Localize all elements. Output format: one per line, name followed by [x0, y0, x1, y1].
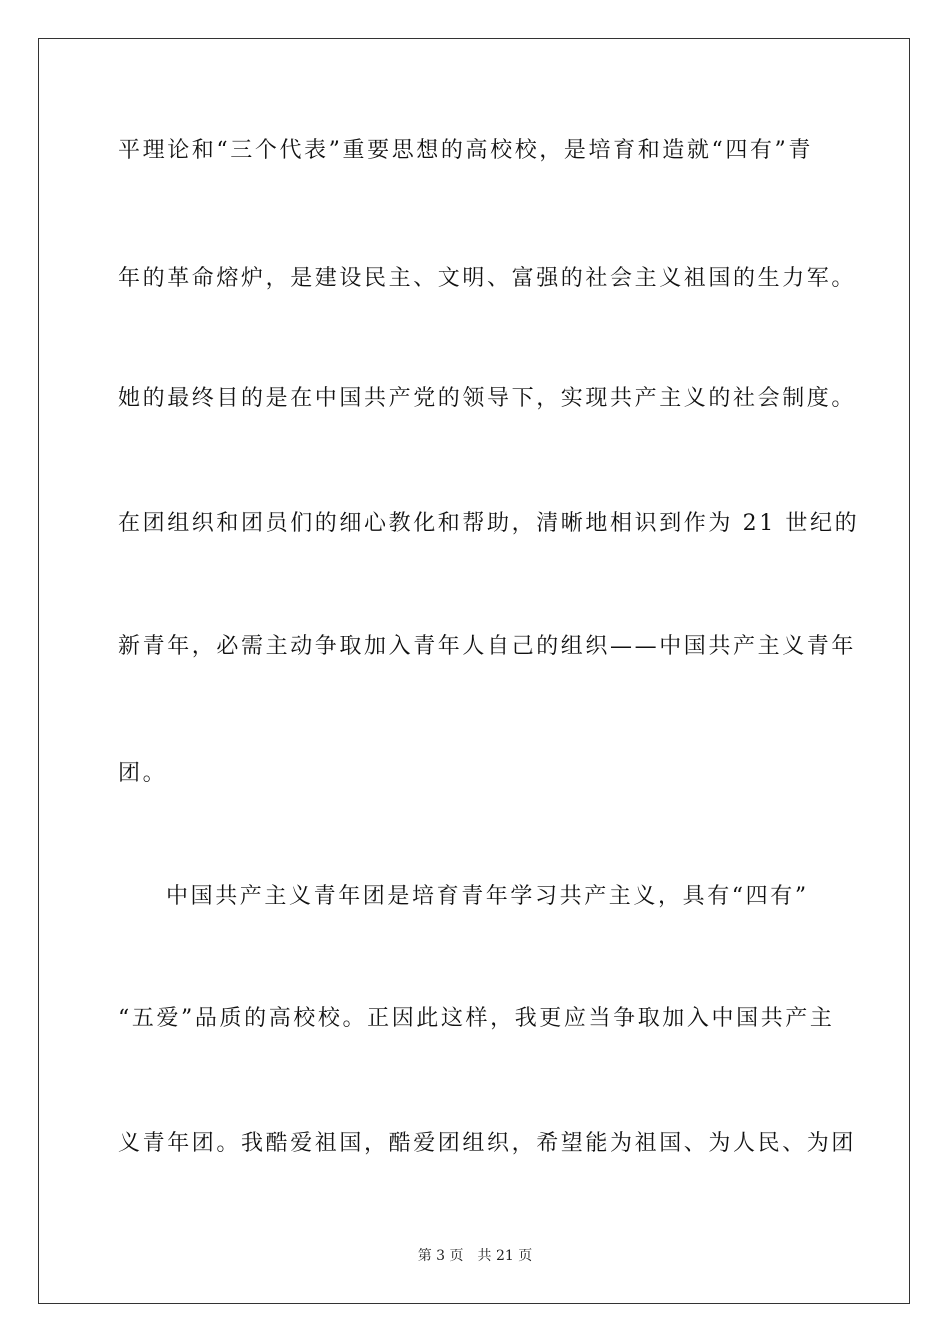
paragraph-first-line: 中国共产主义青年团是培育青年学习共产主义，具有“四有” — [166, 884, 809, 909]
body-text-line: 她的最终目的是在中国共产党的领导下，实现共产主义的社会制度。 — [118, 386, 857, 411]
body-text-line: 平理论和“三个代表”重要思想的高校校，是培育和造就“四有”青 — [118, 138, 813, 163]
page-number: 第 3 页 — [417, 1248, 464, 1264]
body-text-line: 团。 — [118, 761, 168, 786]
body-text-line: 年的革命熔炉，是建设民主、文明、富强的社会主义祖国的生力军。 — [118, 266, 857, 291]
page-total: 共 21 页 — [477, 1248, 533, 1264]
body-text-line: “五爱”品质的高校校。正因此这样，我更应当争取加入中国共产主 — [118, 1006, 835, 1031]
page-footer — [0, 1247, 950, 1265]
body-text-line: 新青年，必需主动争取加入青年人自己的组织——中国共产主义青年 — [118, 634, 857, 659]
body-text-line: 在团组织和团员们的细心教化和帮助，清晰地相识到作为 21 世纪的 — [118, 511, 860, 536]
body-text-line: 义青年团。我酷爱祖国，酷爱团组织，希望能为祖国、为人民、为团 — [118, 1131, 857, 1156]
page-border — [38, 38, 910, 1304]
